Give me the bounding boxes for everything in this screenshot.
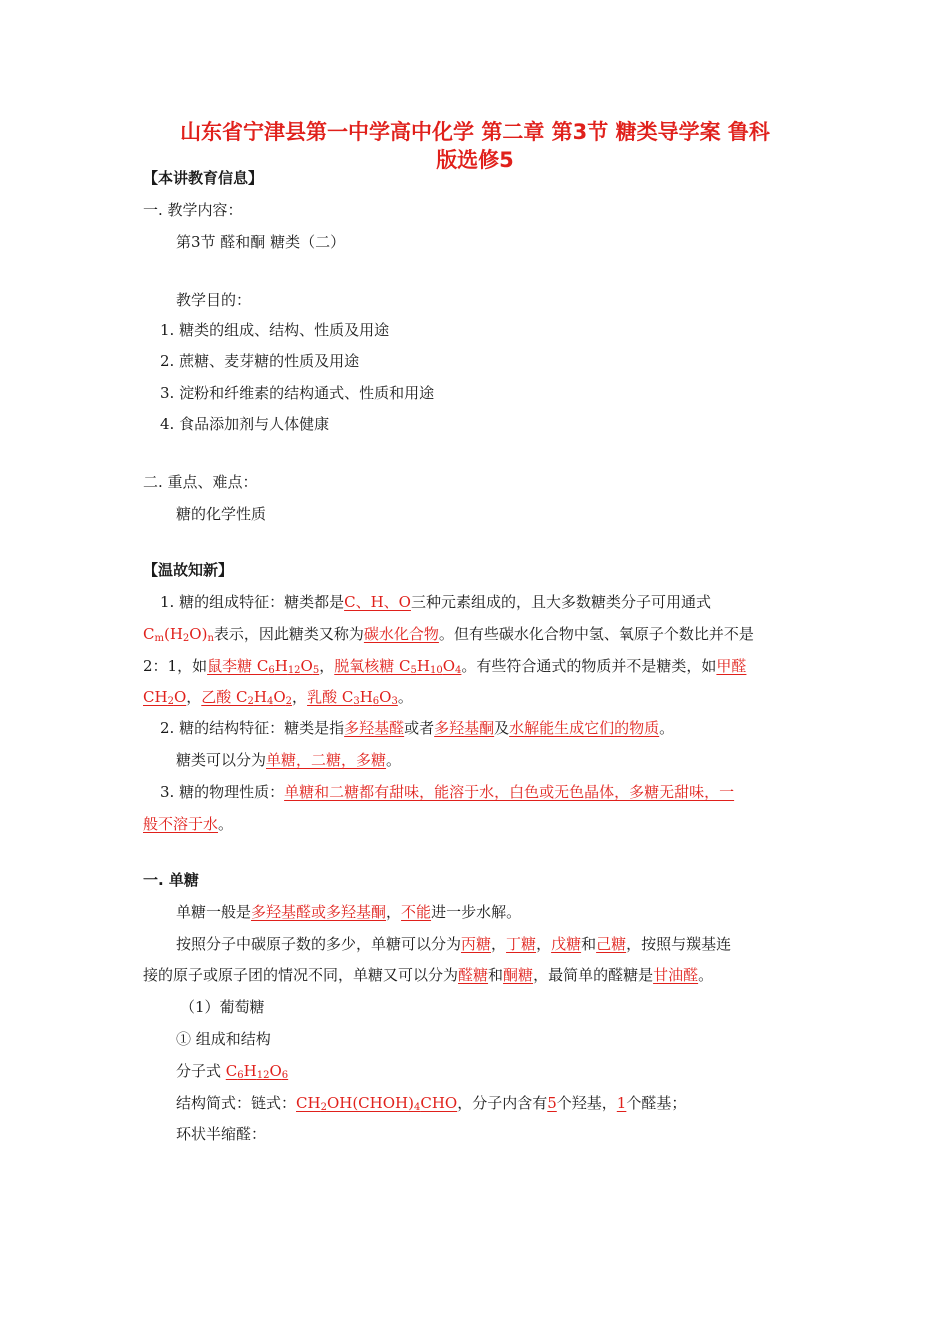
review-p1-line2: $C_m(H_2O)_n$表示，因此糖类又称为碳水化合物。但有些碳水化合物中氢、氧原子个数比并不是: [143, 625, 754, 644]
review-p1-line4: $CH_2O$，乙酸 $C_2H_4O_2$，乳酸 $C_3H_6O_3$。: [143, 688, 413, 707]
answer-blank: 醛糖: [458, 966, 489, 984]
answer-blank: 甘油醛: [653, 966, 699, 984]
review-p3-line2: 般不溶于水。: [143, 815, 234, 833]
document-title-line2: 版选修5: [436, 148, 514, 172]
monosaccharide-heading: 一. 单糖: [143, 871, 199, 889]
goal-item: 4. 食品添加剂与人体健康: [160, 415, 330, 433]
answer-blank: 不能: [401, 903, 432, 921]
goal-item: 1. 糖类的组成、结构、性质及用途: [160, 321, 390, 339]
review-p2-line2: 糖类可以分为单糖，二糖，多糖。: [176, 751, 402, 769]
review-p3-line1: 3. 糖的物理性质：单糖和二糖都有甜味，能溶于水，白色或无色晶体，多糖无甜味，一: [160, 783, 735, 801]
answer-blank: 丙糖: [461, 935, 492, 953]
structural-formula-line: 结构简式：链式：$CH_2OH(CHOH)_4CHO$，分子内含有5个羟基，1个醛基；: [176, 1094, 687, 1113]
answer-blank: C、H、O: [344, 593, 411, 611]
answer-blank: 多羟基醛或多羟基酮: [251, 903, 387, 921]
answer-blank: 多羟基醛: [344, 719, 405, 737]
answer-blank: 乳酸 $C_3H_6O_3$: [307, 688, 398, 707]
answer-blank: 戊糖: [551, 935, 582, 953]
answer-blank: $C_6H_{12}O_6$: [225, 1062, 289, 1081]
mono-line1: 单糖一般是多羟基醛或多羟基酮，不能进一步水解。: [176, 903, 522, 921]
answer-blank: 碳水化合物: [363, 625, 439, 643]
answer-blank: 甲醛: [716, 657, 747, 675]
goal-item: 3. 淀粉和纤维素的结构通式、性质和用途: [160, 384, 435, 402]
answer-blank: 单糖，二糖，多糖: [266, 751, 387, 769]
answer-blank: 脱氧核糖 $C_5H_{10}O_4$: [334, 657, 462, 676]
answer-blank: 5: [547, 1094, 557, 1112]
review-p1-line3: 2：1，如鼠李糖 $C_6H_{12}O_5$，脱氧核糖 $C_5H_{10}O_4$。有些符合通式的物质并不是糖类，如甲醛: [143, 657, 747, 676]
teaching-content: 第3节 醛和酮 糖类（二）: [176, 233, 346, 251]
section-key-points-heading: 二. 重点、难点：: [143, 473, 258, 491]
answer-blank: 鼠李糖 $C_6H_{12}O_5$: [207, 657, 320, 676]
ring-form-line: 环状半缩醛：: [176, 1125, 267, 1143]
document-title-line1: 山东省宁津县第一中学高中化学 第二章 第3节 糖类导学案 鲁科: [180, 120, 770, 144]
answer-blank: 己糖: [596, 935, 627, 953]
answer-blank: 乙酸 $C_2H_4O_2$: [201, 688, 293, 707]
answer-blank: 1: [616, 1094, 627, 1112]
general-formula: $C_m(H_2O)_n$: [143, 625, 214, 644]
answer-blank: 水解能生成它们的物质: [509, 719, 660, 737]
section-teaching-content-heading: 一. 教学内容：: [143, 201, 243, 219]
glucose-heading: （1）葡萄糖: [180, 998, 265, 1016]
answer-blank: 酮糖: [503, 966, 534, 984]
answer-blank: 丁糖: [506, 935, 537, 953]
key-points-content: 糖的化学性质: [176, 505, 267, 523]
answer-blank: $CH_2OH(CHOH)_4CHO$: [296, 1094, 458, 1113]
header-info: 【本讲教育信息】: [143, 169, 264, 187]
goal-item: 2. 蔗糖、麦芽糖的性质及用途: [160, 352, 360, 370]
answer-blank: 单糖和二糖都有甜味，能溶于水，白色或无色晶体，多糖无甜味，一: [284, 783, 735, 801]
review-p2-line1: 2. 糖的结构特征：糖类是指多羟基醛或者多羟基酮及水解能生成它们的物质。: [160, 719, 675, 737]
review-heading: 【温故知新】: [143, 561, 234, 579]
mono-line3: 接的原子或原子团的情况不同，单糖又可以分为醛糖和酮糖，最简单的醛糖是甘油醛。: [143, 966, 714, 984]
review-p1-line1: 1. 糖的组成特征：糖类都是C、H、O三种元素组成的，且大多数糖类分子可用通式: [160, 593, 711, 611]
goals-heading: 教学目的：: [176, 291, 252, 309]
composition-structure-heading: ① 组成和结构: [176, 1030, 271, 1048]
answer-blank: 多羟基酮: [434, 719, 495, 737]
answer-blank: $CH_2O$: [143, 688, 187, 707]
mono-line2: 按照分子中碳原子数的多少，单糖可以分为丙糖，丁糖，戊糖和己糖，按照与羰基连: [176, 935, 732, 953]
molecular-formula-line: 分子式 $C_6H_{12}O_6$: [176, 1062, 289, 1081]
answer-blank: 般不溶于水: [143, 815, 219, 833]
